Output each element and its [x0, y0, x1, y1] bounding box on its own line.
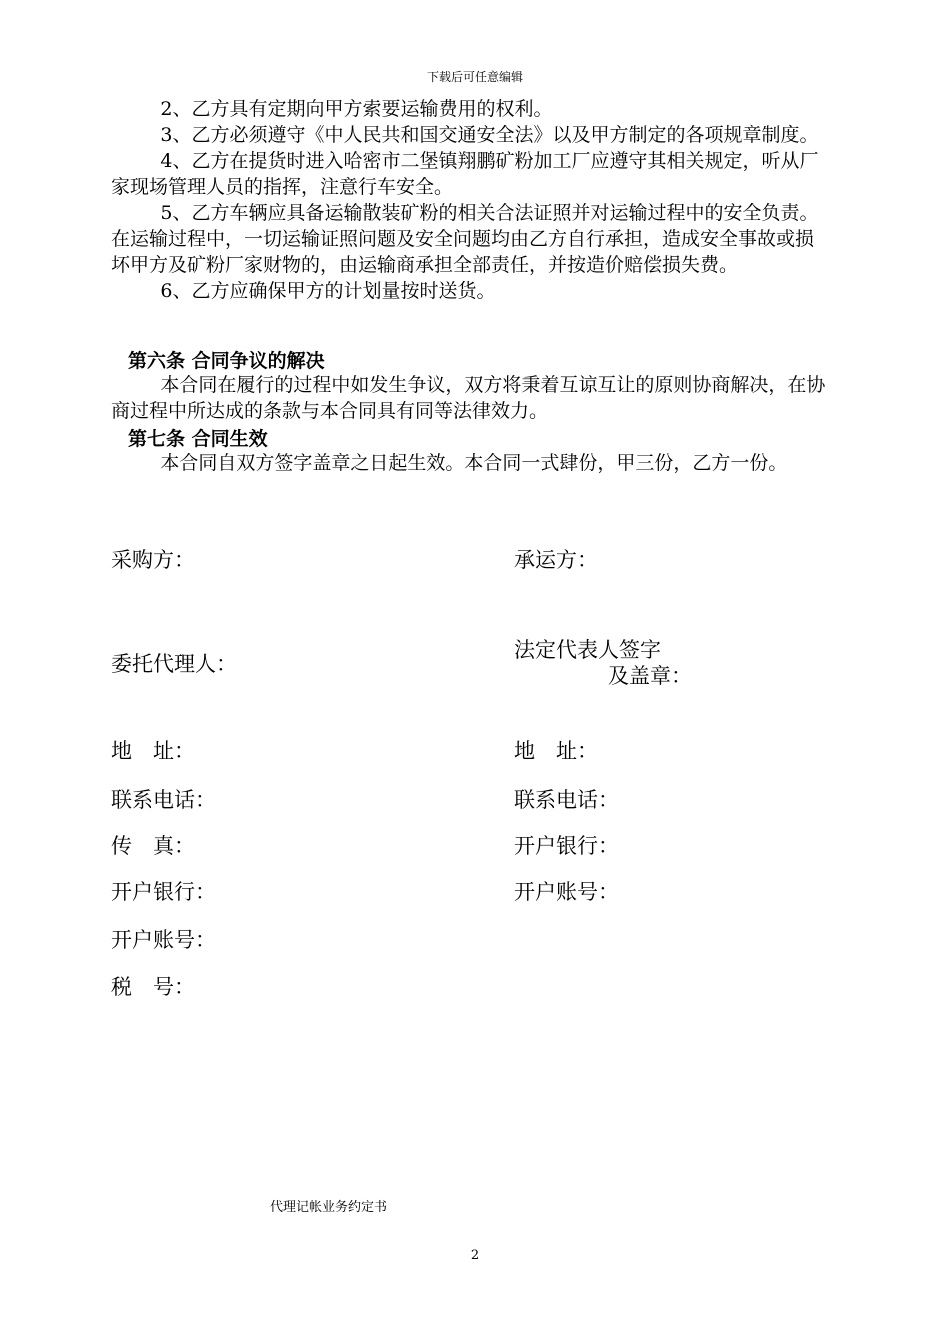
buyer-address-label: 地 址： [111, 739, 195, 763]
article-7-text: 本合同自双方签字盖章之日起生效。本合同一式肆份，甲三份，乙方一份。 [160, 452, 788, 474]
page-header: 下载后可任意编辑 [426, 70, 523, 84]
article-6-title: 第六条 合同争议的解决 [128, 350, 325, 372]
buyer-phone-label: 联系电话： [111, 788, 216, 812]
clause-3: 3、乙方必须遵守《中人民共和国交通安全法》以及甲方制定的各项规章制度。 [160, 124, 819, 146]
clause-4: 4、乙方在提货时进入哈密市二堡镇翔鹏矿粉加工厂应遵守其相关规定，听从厂家现场管理人员的指挥，注意行车安全。 [111, 150, 819, 198]
carrier-account-label: 开户账号： [514, 880, 619, 904]
buyer-bank-label: 开户银行： [111, 880, 216, 904]
buyer-party-label: 采购方： [111, 548, 195, 572]
carrier-rep-label-1: 法定代表人签字 [514, 638, 661, 662]
carrier-rep-label-2: 及盖章： [608, 664, 692, 688]
article-7-body [111, 450, 826, 476]
buyer-account-label: 开户账号： [111, 928, 216, 952]
buyer-agent-label: 委托代理人： [111, 652, 237, 676]
carrier-party-label: 承运方： [514, 548, 598, 572]
carrier-phone-label: 联系电话： [514, 788, 619, 812]
clause-6: 6、乙方应确保甲方的计划量按时送货。 [160, 280, 496, 302]
page-number: 2 [470, 1248, 480, 1263]
carrier-bank-label: 开户银行： [514, 834, 619, 858]
clause-5: 5、乙方车辆应具备运输散装矿粉的相关合法证照并对运输过程中的安全负责。在运输过程中，一切运输证照问题及安全问题均由乙方自行承担，造成安全事故或损坏甲方及矿粉厂家财物的，由运输商承担全部责任，并按造价赔偿损失费。 [111, 202, 819, 276]
buyer-fax-label: 传 真： [111, 834, 195, 858]
article-6-text: 本合同在履行的过程中如发生争议，双方将秉着互谅互让的原则协商解决，在协商过程中所达成的条款与本合同具有同等法律效力。 [111, 374, 826, 422]
buyer-tax-label: 税 号： [111, 975, 195, 999]
page-footer: 代理记帐业务约定书 [270, 1200, 388, 1215]
clause-2: 2、乙方具有定期向甲方索要运输费用的权利。 [160, 98, 553, 120]
article-7-title: 第七条 合同生效 [128, 428, 268, 450]
carrier-address-label: 地 址： [514, 739, 598, 763]
article-6-body [111, 372, 826, 424]
clauses-block [111, 96, 826, 304]
